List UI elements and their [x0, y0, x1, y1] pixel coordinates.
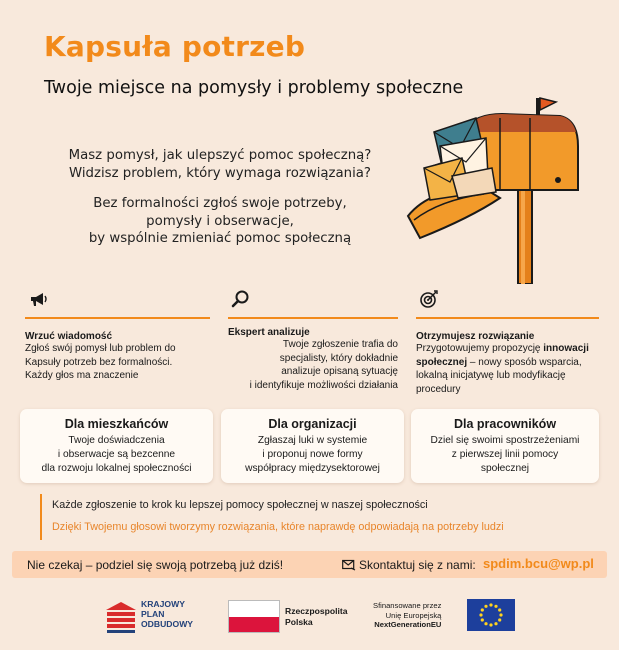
step-text-line: Twoje zgłoszenie trafia do	[282, 339, 398, 350]
eu-funding-text	[373, 601, 441, 630]
kpo-line: KRAJOWY	[141, 599, 185, 609]
step-text-line	[416, 356, 599, 370]
cta-band	[12, 551, 607, 578]
step-text-line	[416, 342, 599, 356]
audience-text-line: Twoje doświadczenia	[68, 435, 165, 446]
statement-primary: Każde zgłoszenie to krok ku lepszej pomocy społecznej w naszej społeczności	[52, 499, 428, 511]
audience-text-line: społecznej	[480, 463, 530, 474]
kpo-line: PLAN	[141, 609, 165, 620]
audience-text-line: dla rozwoju lokalnej społeczności	[41, 463, 192, 474]
step-text-line: specjalisty, który dokładnie	[279, 352, 398, 364]
megaphone-icon	[27, 288, 49, 310]
polish-flag-icon	[228, 600, 280, 633]
step-text-line: analizuje opisaną sytuację	[281, 366, 398, 377]
intro-line: pomysły i obserwacje,	[146, 213, 294, 229]
kpo-logo-text	[141, 599, 193, 630]
eu-line: Sfinansowane przez	[373, 601, 442, 610]
target-icon	[418, 288, 440, 310]
step-divider	[25, 317, 210, 319]
step-divider	[416, 317, 599, 319]
audience-card-workers	[411, 409, 599, 483]
kpo-logo-icon	[104, 600, 138, 634]
step-text-bold: społecznej	[416, 356, 468, 368]
audience-text	[20, 434, 213, 476]
audience-text-line: z pierwszej linii pomocy	[451, 449, 559, 460]
rp-logo-text	[285, 606, 348, 627]
audience-text-line: Dziel się swoimi spostrzeżeniami	[430, 435, 580, 446]
step-text-bold: innowacji	[543, 343, 589, 354]
audience-text	[221, 434, 404, 476]
kpo-line: ODBUDOWY	[141, 619, 194, 630]
step-send-message	[25, 288, 210, 383]
rp-line: Rzeczpospolita	[285, 606, 348, 616]
audience-text-line: współpracy międzysektorowej	[245, 463, 380, 474]
step-title: Otrzymujesz rozwiązanie	[416, 331, 535, 342]
audience-text-line: i obserwacje są bezcenne	[57, 449, 176, 460]
audience-text	[411, 434, 599, 476]
intro-text	[30, 147, 410, 261]
step-text-line: i identyfikuje możliwości działania	[249, 379, 398, 391]
statement-accent: Dzięki Twojemu głosowi tworzymy rozwiązania, które naprawdę odpowiadają na potrzeby ludzi	[52, 521, 504, 533]
step-text-line: Zgłoś swój pomysł lub problem do	[25, 343, 176, 354]
audience-card-residents	[20, 409, 213, 483]
audience-text-line: Zgłaszaj luki w systemie	[257, 435, 368, 446]
contact-email-link[interactable]: spdim.bcu@wp.pl	[483, 556, 594, 571]
audience-title: Dla mieszkańców	[64, 417, 169, 431]
step-text	[25, 342, 210, 383]
audience-card-organizations	[221, 409, 404, 483]
step-text-part: Przygotowujemy propozycję	[416, 343, 544, 354]
intro-line: by wspólnie zmieniać pomoc społeczną	[88, 231, 352, 246]
logos-footer	[0, 590, 619, 640]
eu-line: Unię Europejską	[385, 610, 442, 620]
step-text-line: Kapsuły potrzeb bez formalności.	[25, 356, 173, 368]
rp-line: Polska	[285, 616, 313, 627]
intro-line: Widzisz problem, który wymaga rozwiązania?	[68, 165, 371, 181]
step-expert-analyses	[228, 288, 398, 392]
step-divider	[228, 317, 398, 319]
step-receive-solution	[416, 288, 599, 396]
step-text-line: Każdy głos ma znaczenie	[25, 370, 139, 381]
eu-line: NextGenerationEU	[374, 620, 442, 629]
page-title: Kapsuła potrzeb	[44, 30, 306, 63]
mailbox-illustration	[400, 88, 600, 284]
audience-title: Dla pracowników	[453, 417, 557, 431]
statements-block	[40, 494, 612, 540]
step-title: Ekspert analizuje	[228, 327, 310, 338]
step-text-part: – nowy sposób wsparcia,	[467, 356, 582, 368]
audience-title: Dla organizacji	[268, 417, 357, 431]
contact-label: Skontaktuj się z nami:	[359, 558, 476, 572]
page-subtitle: Twoje miejsce na pomysły i problemy społeczne	[44, 78, 464, 98]
step-text-line: lokalną inicjatywę lub modyfikację	[416, 370, 566, 381]
step-title: Wrzuć wiadomość	[25, 331, 113, 342]
cta-text: Nie czekaj – podziel się swoją potrzebą już dziś!	[27, 558, 284, 572]
step-text	[416, 342, 599, 396]
eu-flag-icon	[467, 599, 515, 631]
audience-text-line: i proponuj nowe formy	[262, 449, 363, 460]
magnifier-icon	[230, 288, 252, 310]
intro-line: Bez formalności zgłoś swoje potrzeby,	[93, 196, 347, 211]
step-text	[228, 338, 398, 392]
envelope-icon	[342, 559, 356, 571]
step-text-line: procedury	[416, 383, 461, 395]
intro-line: Masz pomysł, jak ulepszyć pomoc społeczną?	[68, 148, 372, 163]
